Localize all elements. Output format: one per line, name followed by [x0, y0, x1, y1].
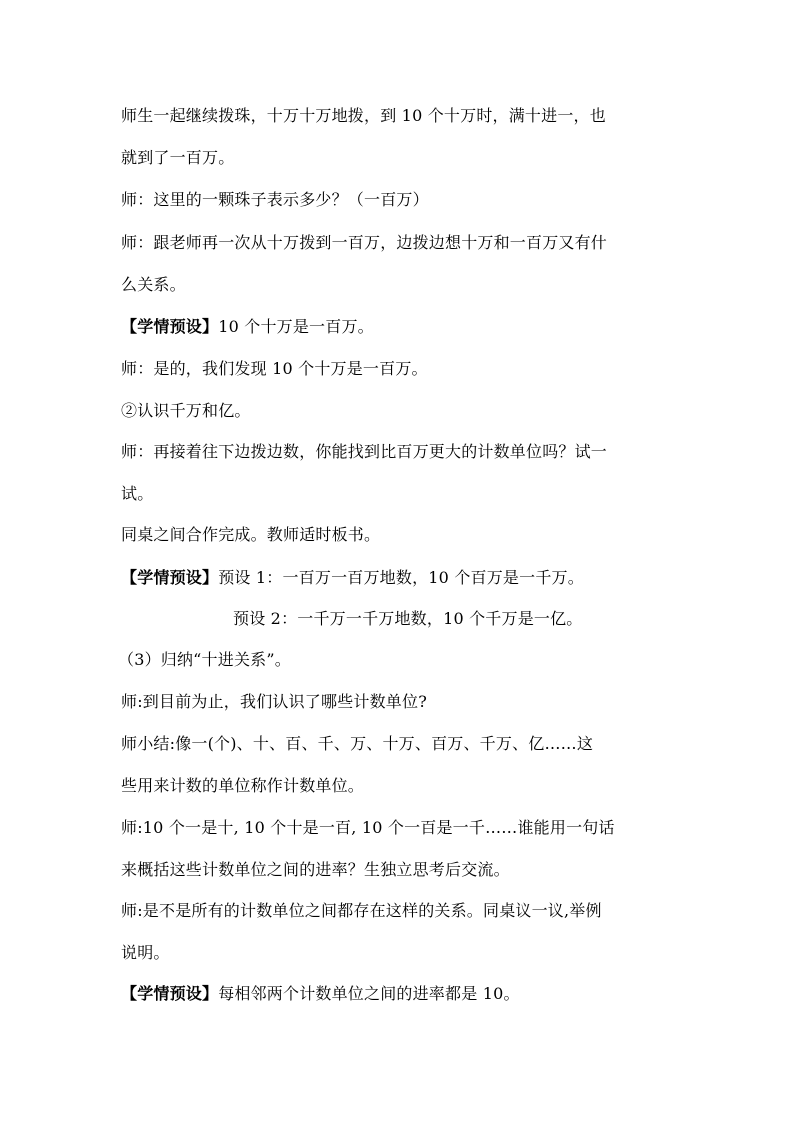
preset-tag: 【学情预设】 [121, 984, 219, 1003]
preset-text: 预设 1：一百万一百万地数，10 个百万是一千万。 [218, 568, 584, 587]
paragraph-line: ②认识千万和亿。 [121, 401, 251, 420]
preset-line-2: 预设 2：一千万一千万地数，10 个千万是一亿。 [233, 609, 583, 628]
paragraph-line: 来概括这些计数单位之间的进率？生独立思考后交流。 [121, 860, 510, 879]
paragraph-line: 师：这里的一颗珠子表示多少？（一百万） [121, 190, 429, 209]
paragraph-line: 同桌之间合作完成。教师适时板书。 [121, 525, 381, 544]
paragraph-line: 师：跟老师再一次从十万拨到一百万，边拨边想十万和一百万又有什 [121, 233, 608, 252]
paragraph-line: 么关系。 [121, 275, 186, 294]
preset-line [121, 316, 681, 338]
section-heading: （3）归纳“十进关系”。 [118, 650, 291, 669]
preset-line [121, 567, 681, 589]
preset-text: 10 个十万是一百万。 [218, 317, 374, 336]
preset-line [121, 983, 681, 1005]
paragraph-line: 师：再接着往下边拨边数，你能找到比百万更大的计数单位吗？试一 [121, 442, 608, 461]
paragraph-line: 说明。 [121, 943, 170, 962]
paragraph-line: 师:10 个一是十, 10 个十是一百, 10 个一百是一千……谁能用一句话 [121, 818, 615, 837]
paragraph-line: 师：是的，我们发现 10 个十万是一百万。 [121, 359, 428, 378]
paragraph-line: 师:是不是所有的计数单位之间都存在这样的关系。同桌议一议,举例 [121, 901, 602, 920]
paragraph-line: 师:到目前为止，我们认识了哪些计数单位? [121, 692, 427, 711]
preset-tag: 【学情预设】 [121, 568, 219, 587]
paragraph-line: 试。 [121, 484, 154, 503]
paragraph-line: 些用来计数的单位称作计数单位。 [121, 776, 365, 795]
paragraph-line: 师生一起继续拨珠，十万十万地拨，到 10 个十万时，满十进一，也 [121, 106, 606, 125]
paragraph-line: 师小结:像一(个)、十、百、千、万、十万、百万、千万、亿……这 [121, 734, 594, 753]
preset-text: 每相邻两个计数单位之间的进率都是 10。 [218, 984, 520, 1003]
preset-tag: 【学情预设】 [121, 317, 219, 336]
paragraph-line: 就到了一百万。 [121, 148, 235, 167]
